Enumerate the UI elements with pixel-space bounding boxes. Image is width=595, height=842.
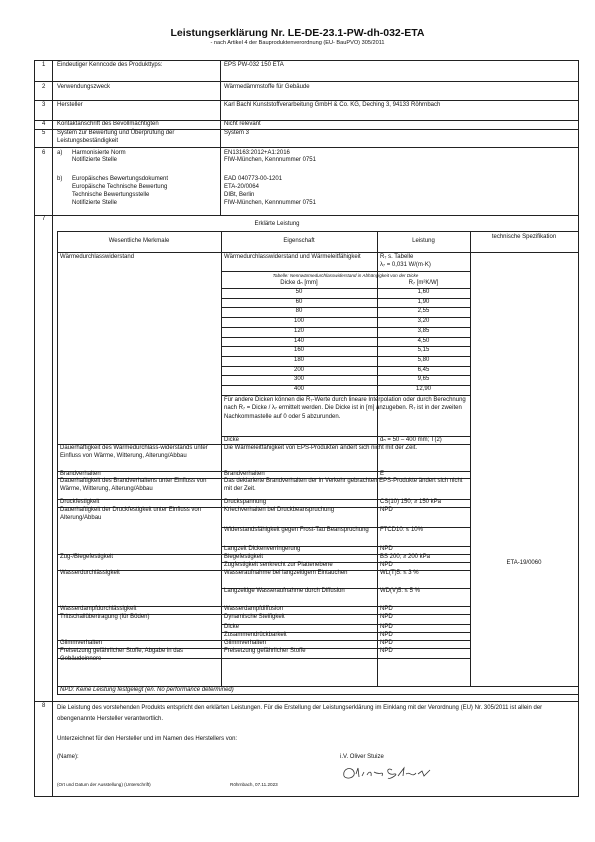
thickness-value: 100 [293,318,304,325]
row-number: 6 [42,150,46,156]
name-label: (Name): [57,754,79,760]
row-number: 5 [42,130,46,136]
leistung-cell: dₙ = 50 – 400 mm; T(2) [380,437,442,443]
merkmal-cell: Dauerhaftigkeit der Druckfestigkeit unter Einfluss von Alterung/Abbau [60,507,202,521]
merkmal-cell: Freisetzung gefährlicher Stoffe, Abgabe in das Gebäudeinnere [60,648,183,662]
thickness-value: 160 [293,347,304,354]
resistance-value: 2,55 [417,308,430,315]
row-label: Europäische Technische Bewertung [72,184,168,190]
eigenschaft-cell: Das deklarierte Brandverhalten der in Verkehr gebrachten EPS-Produkte ändert sich nicht mit der Zeit. [224,478,463,492]
avcp-system: System 3 [224,130,250,136]
eigenschaft-cell: Brandverhalten [224,471,265,477]
row-label: Hersteller [57,102,83,108]
row-label: Kontaktanschrift des Bevollmächtigten [57,121,159,127]
table-divider [57,658,470,659]
assessment-body: DIBt, Berlin [224,192,255,198]
resistance-value: 12,90 [415,386,431,392]
row-number: 8 [42,703,46,709]
thickness-value: 80 [295,308,303,315]
notified-body: FIW-München, Kennnummer 0751 [224,200,316,206]
resistance-value: 3,85 [417,327,430,334]
row-label: System zur Bewertung und Überprüfung der Leistungsbeständigkeit [57,130,175,144]
merkmal-cell: Wasserdampfdurchlässigkeit [60,606,137,612]
resistance-value: 3,20 [417,318,430,325]
number-column-divider [52,60,53,796]
eigenschaft-cell: Zugfestigkeit senkrecht zur Plattenebene [224,562,333,568]
row-label: Harmonisierte Norm [72,150,126,156]
thickness-value: 400 [293,386,304,392]
row-number: 3 [42,102,46,108]
leistung-cell: CS(10) 150; ≥ 150 kPa [380,499,441,505]
table-header-divider [57,252,578,253]
row-number: 2 [42,84,46,90]
resistance-value: 9,65 [417,376,430,383]
document-title: Leistungserklärung Nr. LE-DE-23.1-PW-dh-032-ETA [170,27,425,39]
eigenschaft-cell: Druckspannung [224,499,267,505]
leistung-cell: NPD [380,562,393,568]
merkmal-cell: Zug-/Biegefestigkeit [60,554,114,560]
row-label: Verwendungszweck [57,84,111,90]
column-header-spezifikation: technische Spezifikation [491,234,557,240]
leistung-cell: BS 200; ≥ 200 kPa [380,554,430,560]
notified-body: FIW-München, Kennnummer 0751 [224,157,316,163]
eigenschaft-cell: Biegefestigkeit [224,554,264,560]
declared-performance-heading: Erklärte Leistung [254,221,300,227]
eigenschaft-cell: Dicke [224,624,240,630]
merkmal-cell: Druckfestigkeit [60,499,100,505]
leistung-cell: NPD [380,632,393,638]
eigenschaft-cell: Langzeit Dickenverringerung [224,546,301,552]
leistung-cell: NPD [380,614,393,620]
leistung-cell: λ₇ = 0,031 W/(m·K) [380,262,431,268]
item-letter: b) [57,176,63,182]
leistung-cell: NPD [380,648,393,654]
eigenschaft-cell: Kriechverhalten bei Druckbeanspruchung [224,507,335,513]
eigenschaft-cell: Dicke [224,437,240,443]
leistung-cell: R₇ s. Tabelle [380,254,414,260]
thickness-value: 180 [293,356,304,363]
label-column-divider [220,60,221,215]
signature [340,762,435,784]
row-divider [34,81,579,82]
eigenschaft-cell: Die Wärmeleitfähigkeit von EPS-Produkten ändert sich nicht mit der Zeit. [224,445,418,451]
resistance-value: 1,90 [417,298,430,305]
eigenschaft-cell: Widerstandsfähigkeit gegen Frost-Tau Beanspruchung [224,527,369,533]
product-code: EPS PW-032 150 ETA [224,62,284,68]
eigenschaft-cell: Wasserdampfdiffusion [224,606,284,612]
eigenschaft-cell: Freisetzung gefährlicher Stoffe [224,648,306,654]
thickness-table-caption: Tabelle: Nennwärmedurchlasswiderstand in Abhängigkeit von der Dicke [272,273,419,278]
resistance-value: 5,80 [417,356,430,363]
leistung-cell: NPD [380,507,393,513]
resistance-value: 5,15 [417,347,430,354]
thickness-value: 300 [293,376,304,383]
thickness-value: 60 [295,298,303,305]
column-header-leistung: Leistung [412,238,435,244]
table-column-divider [470,231,471,686]
row-label: Notifizierte Stelle [72,200,118,206]
thickness-value: 50 [295,289,303,295]
resistance-value: 6,45 [417,366,430,373]
manufacturer: Karl Bachl Kunststoffverarbeitung GmbH & Co. KG, Deching 3, 94133 Röhrnbach [224,102,441,108]
item-letter: a) [57,150,63,156]
thickness-value: 120 [293,327,304,334]
column-header-merkmale: Wesentliche Merkmale [108,238,170,244]
frame-bottom [34,796,579,797]
thickness-value: 140 [293,337,304,344]
merkmal-cell: Dauerhaftigkeit des Brandverhaltens unter Einfluss von Wärme, Witterung, Alterung/Abbau [60,478,207,492]
place-date-label: (Ort und Datum der Ausstellung) (Unterschrift) [57,782,151,787]
row-divider [34,100,579,101]
table-top [57,231,578,232]
row-label: Notifizierte Stelle [72,157,118,163]
merkmal-cell: Glimmverhalten [60,640,103,646]
eigenschaft-cell: Dynamische Steifigkeit [224,614,285,620]
eigenschaft-cell: Wärmedurchlasswiderstand und Wärmeleitfähigkeit [224,254,361,260]
leistung-cell: NPD [380,624,393,630]
table-left [57,231,58,694]
leistung-cell: E [380,471,385,477]
resistance-header: R₇ [m²K/W] [408,280,439,286]
signed-for: Unterzeichnet für den Hersteller und im Namen des Herstellers von: [57,736,238,742]
intended-use: Wärmedämmstoffe für Gebäude [224,84,310,90]
npd-note: NPD: Keine Leistung festgelegt (en. No performance determined) [60,687,234,693]
resistance-value: 4,50 [417,337,430,344]
eigenschaft-cell: Glimmverhalten [224,640,267,646]
leistung-cell: WL(T)5: ≤ 3 % [380,570,419,576]
row-number: 4 [42,121,46,127]
leistung-cell: NPD [380,546,393,552]
eta-reference: ETA-20/0064 [224,184,259,190]
leistung-cell: FTCD10: ≤ 10% [380,527,423,533]
frame-top [34,60,579,61]
signer-name: i.V. Oliver Stuize [340,754,384,760]
row-label: Europäisches Bewertungsdokument [72,176,169,182]
spec-value: ETA-19/0060 [506,560,542,566]
merkmal-cell: Trittschallübertragung (für Böden) [60,614,150,620]
interpolation-note: Für andere Dicken können die R₇-Werte durch lineare Interpolation oder durch Berechnung nach R₇ = Dicke / λ₇ ermittelt werden. Die Dicke ist in [m] anzugeben. R₇ ist in der zweiten Nachkommastelle auf 0 oder 5 abzurunden. [224,397,466,420]
row-number: 1 [42,62,46,68]
thickness-value: 200 [293,366,304,373]
merkmal-cell: Brandverhalten [60,471,101,477]
leistung-cell: NPD [380,606,393,612]
column-header-eigenschaft: Eigenschaft [283,238,315,244]
thickness-header: Dicke dₙ [mm] [280,280,318,286]
merkmal-cell: Dauerhaftigkeit des Wärmedurchlass-widerstands unter Einfluss von Wärme, Witterung, Alterung/Abbau [60,445,208,459]
resistance-value: 1,60 [417,289,430,295]
row-number: 7 [42,216,46,222]
row-divider [34,215,579,216]
harmonised-standard: EN13163:2012+A1:2016 [224,150,290,156]
frame-left [34,60,35,796]
row-divider [34,147,579,148]
ead-reference: EAD 040773-00-1201 [224,176,283,182]
merkmal-cell: Wasserdurchlässigkeit [60,570,120,576]
frame-right [578,60,579,796]
document-subtitle: - nach Artikel 4 der Bauproduktenverordnung (EU- BauPVO) 305/2011 [210,40,385,46]
eigenschaft-cell: Langzeitige Wasseraufnahme durch Diffusion [224,588,345,594]
eigenschaft-cell: Wasseraufnahme bei langzeitigem Eintauchen [224,570,348,576]
eigenschaft-cell: Zusammendrückbarkeit [224,632,287,638]
place-date: Röhrnbach, 07.11.2023 [230,782,278,787]
row-label: Technische Bewertungsstelle [72,192,150,198]
leistung-cell: NPD [380,640,393,646]
responsibility-statement: Die Leistung des vorstehenden Produkts entspricht den erklärten Leistungen. Für die Erstellung der Leistungserklärung im Einklang mit der Verordnung (EU) Nr. 305/2011 ist allein der obengenannte Hersteller verantwortlich. [57,705,543,722]
row-label: Eindeutiger Kenncode des Produkttyps: [57,62,163,68]
representative: Nicht relevant [224,121,261,127]
leistung-cell: WD(V)5: ≤ 5 % [380,588,420,594]
merkmal-cell: Wärmedurchlasswiderstand [60,254,135,260]
row-divider [34,701,579,702]
